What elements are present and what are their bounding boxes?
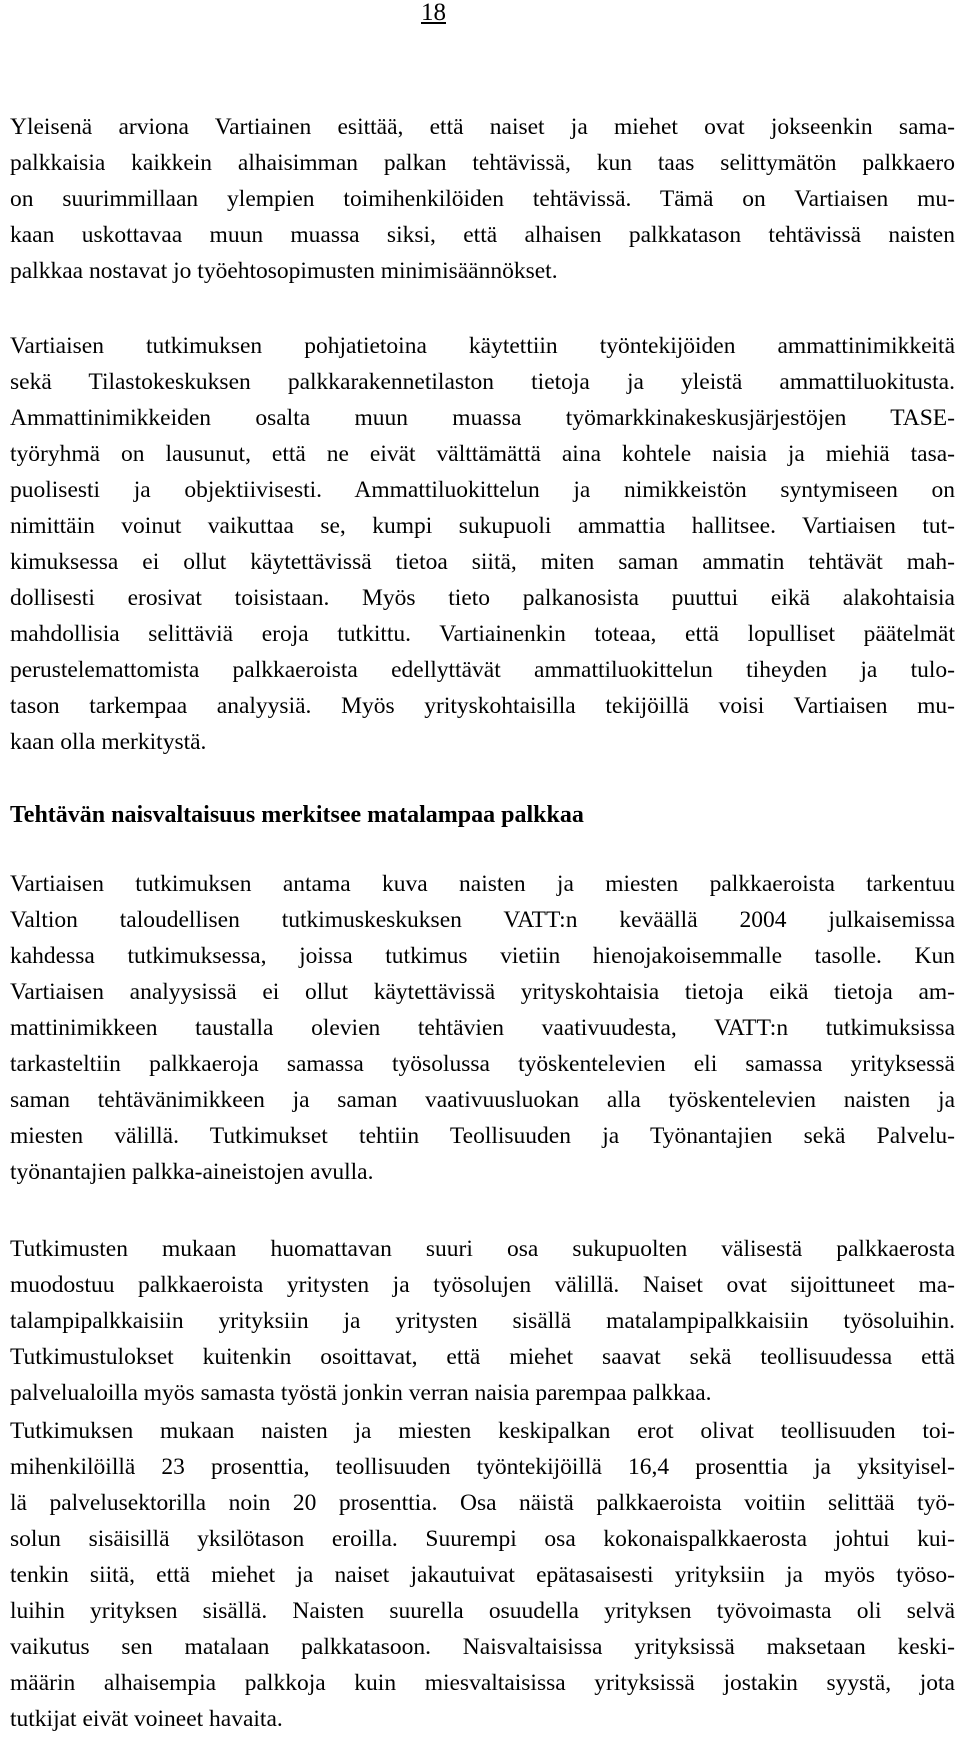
text-line: nimittäin voinut vaikuttaa se, kumpi sukupuoli ammattia hallitsee. Vartiaisen tut- <box>10 513 955 539</box>
text-line: tarkasteltiin palkkaeroja samassa työsolussa työskentelevien eli samassa yrityksessä <box>10 1051 955 1077</box>
text-line: mihenkilöillä 23 prosenttia, teollisuuden työntekijöillä 16,4 prosenttia ja yksityisel- <box>10 1454 955 1480</box>
text-line: kahdessa tutkimuksessa, joissa tutkimus vietiin hienojakoisemmalle tasolle. Kun <box>10 943 955 969</box>
text-line: määrin alhaisempia palkkoja kuin miesvaltaisissa yrityksissä jostakin syystä, jota <box>10 1670 955 1696</box>
paragraph-4 <box>10 1231 955 1411</box>
text-line: solun sisäisillä yksilötason eroilla. Suurempi osa kokonaispalkkaerosta johtui kui- <box>10 1526 955 1552</box>
text-line: on suurimmillaan ylempien toimihenkilöiden tehtävissä. Tämä on Vartiaisen mu- <box>10 186 955 212</box>
text-line: Ammattinimikkeiden osalta muun muassa työmarkkinakeskusjärjestöjen TASE- <box>10 405 955 431</box>
text-line: työryhmä on lausunut, että ne eivät välttämättä aina kohtele naisia ja miehiä tasa- <box>10 441 955 467</box>
text-line: mattinimikkeen taustalla olevien tehtävien vaativuudesta, VATT:n tutkimuksissa <box>10 1015 955 1041</box>
text-line: saman tehtävänimikkeen ja saman vaativuusluokan alla työskentelevien naisten ja <box>10 1087 955 1113</box>
text-line: muodostuu palkkaeroista yritysten ja työsolujen välillä. Naiset ovat sijoittuneet ma- <box>10 1272 955 1298</box>
text-line: luihin yrityksen sisällä. Naisten suurella osuudella yrityksen työvoimasta oli selvä <box>10 1598 955 1624</box>
text-line: Valtion taloudellisen tutkimuskeskuksen VATT:n keväällä 2004 julkaisemissa <box>10 907 955 933</box>
text-line: Vartiaisen tutkimuksen pohjatietoina käytettiin työntekijöiden ammattinimikkeitä <box>10 333 955 359</box>
text-line: palkkaa nostavat jo työehtosopimusten minimisäännökset. <box>10 258 558 284</box>
text-line: perustelemattomista palkkaeroista edellyttävät ammattiluokittelun tiheyden ja tulo- <box>10 657 955 683</box>
paragraph-2 <box>10 328 955 760</box>
paragraph-5 <box>10 1413 955 1737</box>
text-line: talampipalkkaisiin yrityksiin ja yritysten sisällä matalampipalkkaisiin työsoluihin. <box>10 1308 955 1334</box>
text-line: sekä Tilastokeskuksen palkkarakennetilaston tietoja ja yleistä ammattiluokitusta. <box>10 369 955 395</box>
text-line: Tutkimusten mukaan huomattavan suuri osa sukupuolten välisestä palkkaerosta <box>10 1236 955 1262</box>
text-line: kaan uskottavaa muun muassa siksi, että alhaisen palkkatason tehtävissä naisten <box>10 222 955 248</box>
text-line: miesten välillä. Tutkimukset tehtiin Teollisuuden ja Työnantajien sekä Palvelu- <box>10 1123 955 1149</box>
paragraph-1 <box>10 109 955 289</box>
text-line: tutkijat eivät voineet havaita. <box>10 1706 283 1732</box>
section-heading: Tehtävän naisvaltaisuus merkitsee matalampaa palkkaa <box>10 802 584 828</box>
text-line: puolisesti ja objektiivisesti. Ammattiluokittelun ja nimikkeistön syntymiseen on <box>10 477 955 503</box>
text-line: vaikutus sen matalaan palkkatasoon. Naisvaltaisissa yrityksissä maksetaan keski- <box>10 1634 955 1660</box>
text-line: tason tarkempaa analyysiä. Myös yrityskohtaisilla tekijöillä voisi Vartiaisen mu- <box>10 693 955 719</box>
page-number: 18 <box>421 0 446 26</box>
text-line: lä palvelusektorilla noin 20 prosenttia. Osa näistä palkkaeroista voitiin selittää työ- <box>10 1490 955 1516</box>
text-line: tenkin siitä, että miehet ja naiset jakautuivat epätasaisesti yrityksiin ja myös työso- <box>10 1562 955 1588</box>
text-line: kimuksessa ei ollut käytettävissä tietoa siitä, miten saman ammatin tehtävät mah- <box>10 549 955 575</box>
text-line: dollisesti erosivat toisistaan. Myös tieto palkanosista puuttui eikä alakohtaisia <box>10 585 955 611</box>
text-line: Tutkimuksen mukaan naisten ja miesten keskipalkan erot olivat teollisuuden toi- <box>10 1418 955 1444</box>
text-line: palkkaisia kaikkein alhaisimman palkan tehtävissä, kun taas selittymätön palkkaero <box>10 150 955 176</box>
paragraph-3 <box>10 866 955 1190</box>
text-line: Yleisenä arviona Vartiainen esittää, että naiset ja miehet ovat jokseenkin sama- <box>10 114 955 140</box>
text-line: mahdollisia selittäviä eroja tutkittu. Vartiainenkin toteaa, että lopulliset päätelmät <box>10 621 955 647</box>
text-line: palvelualoilla myös samasta työstä jonkin verran naisia parempaa palkkaa. <box>10 1380 712 1406</box>
text-line: Vartiaisen tutkimuksen antama kuva naisten ja miesten palkkaeroista tarkentuu <box>10 871 955 897</box>
text-line: työnantajien palkka-aineistojen avulla. <box>10 1159 374 1185</box>
text-line: Vartiaisen analyysissä ei ollut käytettävissä yrityskohtaisia tietoja eikä tietoja am- <box>10 979 955 1005</box>
text-line: kaan olla merkitystä. <box>10 729 207 755</box>
text-line: Tutkimustulokset kuitenkin osoittavat, että miehet saavat sekä teollisuudessa että <box>10 1344 955 1370</box>
